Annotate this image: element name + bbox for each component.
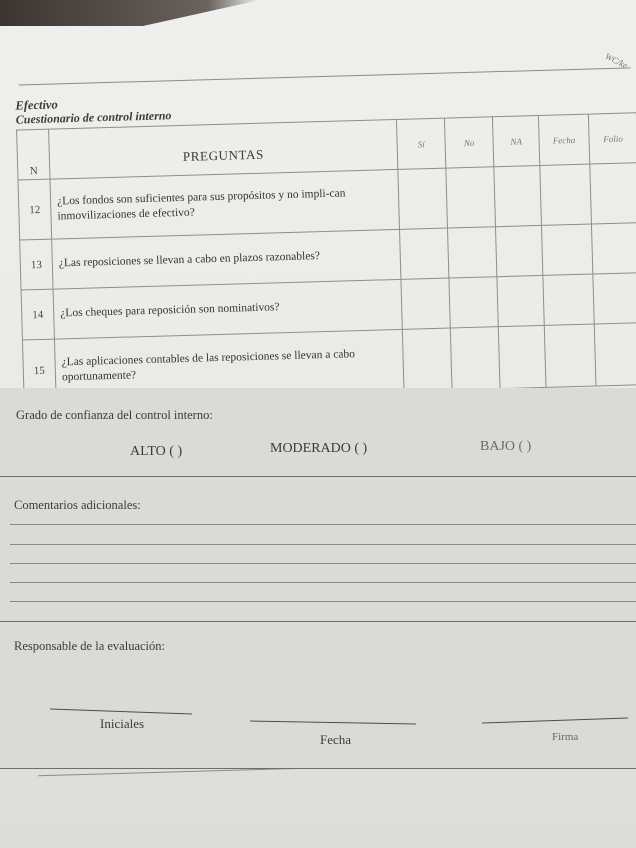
answer-cell[interactable] bbox=[448, 227, 497, 278]
answer-cell[interactable] bbox=[594, 323, 636, 386]
questions-table bbox=[16, 112, 636, 402]
answer-cell[interactable] bbox=[446, 167, 496, 228]
answer-cell[interactable] bbox=[498, 325, 546, 388]
comment-line-4[interactable] bbox=[10, 582, 636, 583]
answer-cell[interactable] bbox=[494, 165, 542, 226]
question-text: ¿Los cheques para reposición son nominativos? bbox=[53, 279, 402, 339]
question-text: ¿Los fondos son suficientes para sus propósitos y no impli-can inmovilizaciones de efectivo? bbox=[50, 169, 400, 239]
confidence-option-bajo[interactable]: BAJO ( ) bbox=[480, 439, 532, 454]
answer-cell[interactable] bbox=[449, 277, 498, 328]
column-na-header: NA bbox=[492, 115, 539, 166]
column-preguntas-header: PREGUNTAS bbox=[49, 119, 398, 179]
comment-line-3[interactable] bbox=[10, 563, 636, 564]
answer-cell[interactable] bbox=[541, 224, 592, 275]
section-divider bbox=[0, 621, 636, 622]
answer-cell[interactable] bbox=[450, 327, 500, 390]
comments-label: Comentarios adicionales: bbox=[14, 498, 141, 512]
column-si-header: Sí bbox=[396, 118, 445, 169]
row-number: 13 bbox=[20, 239, 53, 290]
signature-caption: Firma bbox=[552, 731, 579, 743]
section-title: Efectivo bbox=[15, 97, 58, 113]
answer-cell[interactable] bbox=[398, 168, 448, 229]
answer-cell[interactable] bbox=[591, 223, 636, 274]
question-text: ¿Las reposiciones se llevan a cabo en plazos razonables? bbox=[52, 229, 401, 289]
handwritten-corner-note: WC/ke bbox=[603, 50, 630, 71]
question-text: ¿Las aplicaciones contables de las reposiciones se llevan a cabo oportunamente? bbox=[54, 329, 404, 401]
answer-cell[interactable] bbox=[540, 164, 592, 225]
comment-line-2[interactable] bbox=[10, 544, 636, 545]
column-folio-header: Folio bbox=[588, 113, 636, 164]
answer-cell[interactable] bbox=[402, 328, 452, 391]
confidence-label: Grado de confianza del control interno: bbox=[16, 408, 213, 422]
responsible-label: Responsable de la evaluación: bbox=[14, 639, 165, 653]
row-number: 12 bbox=[18, 179, 52, 240]
date-caption: Fecha bbox=[320, 732, 352, 747]
row-number: 15 bbox=[22, 339, 56, 402]
column-n-header: N bbox=[17, 129, 50, 180]
answer-cell[interactable] bbox=[590, 163, 636, 224]
form-bottom-border bbox=[0, 768, 636, 769]
row-number: 14 bbox=[21, 289, 54, 340]
answer-cell[interactable] bbox=[497, 275, 544, 326]
column-fecha-header: Fecha bbox=[538, 114, 589, 165]
comment-line-1[interactable] bbox=[10, 524, 636, 525]
form-subtitle: Cuestionario de control interno bbox=[15, 108, 172, 127]
answer-cell[interactable] bbox=[544, 324, 596, 387]
answer-cell[interactable] bbox=[400, 228, 449, 279]
answer-cell[interactable] bbox=[401, 278, 450, 329]
section-divider bbox=[0, 476, 636, 477]
answer-cell[interactable] bbox=[593, 273, 636, 324]
column-no-header: No bbox=[444, 117, 493, 168]
confidence-option-alto[interactable]: ALTO ( ) bbox=[130, 444, 183, 459]
page-shadow bbox=[0, 0, 260, 26]
answer-cell[interactable] bbox=[543, 274, 594, 325]
comment-line-5[interactable] bbox=[10, 601, 636, 602]
initials-caption: Iniciales bbox=[100, 716, 145, 731]
confidence-option-moderado[interactable]: MODERADO ( ) bbox=[270, 441, 368, 456]
answer-cell[interactable] bbox=[495, 225, 542, 276]
